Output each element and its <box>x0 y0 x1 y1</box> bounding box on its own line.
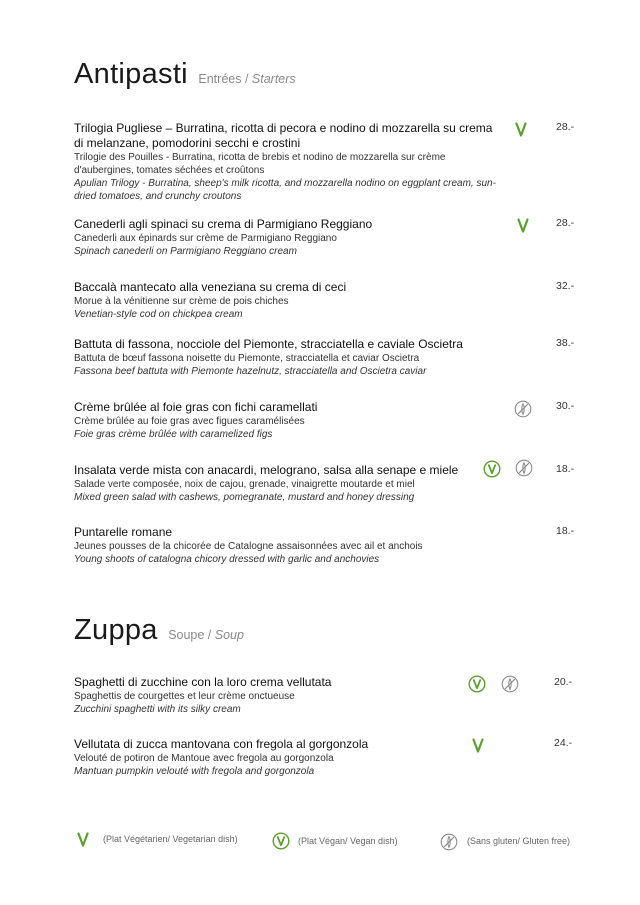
item-desc-fr: Canederli aux épinards sur crème de Parmigiano Reggiano <box>74 233 337 244</box>
gluten-free-icon <box>440 833 458 851</box>
item-desc-en: Spinach canederli on Parmigiano Reggiano cream <box>74 246 297 257</box>
vegan-icon <box>468 675 486 693</box>
gluten-free-icon <box>514 400 532 418</box>
section-title-zuppa <box>74 614 244 647</box>
item-name-it: Spaghetti di zucchine con la loro crema vellutata <box>74 675 332 689</box>
item-desc-en: Fassona beef battuta with Piemonte hazelnutz, stracciatella and Oscietra caviar <box>74 366 427 377</box>
vegan-icon <box>272 832 290 850</box>
item-desc-en: Mantuan pumpkin velouté with fregola and gorgonzola <box>74 766 315 777</box>
vegetarian-icon <box>469 736 487 754</box>
section-heading: Antipasti <box>74 58 188 90</box>
vegetarian-icon <box>512 120 530 138</box>
item-desc-en: Mixed green salad with cashews, pomegranate, mustard and honey dressing <box>74 492 415 503</box>
gluten-free-icon <box>515 459 533 477</box>
menu-item <box>74 217 499 258</box>
item-price: 30.- <box>556 400 575 412</box>
item-desc-en: Zucchini spaghetti with its silky cream <box>74 704 241 715</box>
item-name-it: Baccalà mantecato alla veneziana su crema di ceci <box>74 280 347 294</box>
legend-gluten-free: (Sans gluten/ Gluten free) <box>467 836 571 846</box>
vegan-icon <box>483 460 501 478</box>
item-desc-fr: Morue à la vénitienne sur crème de pois chiches <box>74 296 289 307</box>
legend-vegan: (Plat Végan/ Vegan dish) <box>298 836 398 846</box>
item-desc-fr: Trilogie des Pouilles - Burratina, ricotta de brebis et nodino de mozzarella sur crème d'aubergines, tomates séchées et croûtons <box>74 152 446 176</box>
item-name-it: Trilogia Pugliese – Burratina, ricotta di pecora e nodino di mozzarella su crema di melanzane, pomodorini secchi e crostini <box>74 121 493 150</box>
vegetarian-icon <box>514 216 532 234</box>
item-desc-en: Apulian Trilogy - Burratina, sheep's milk ricotta, and mozzarella nodino on eggplant cream, sun-dried tomatoes, and crunchy croutons <box>74 178 496 202</box>
item-price: 28.- <box>556 217 575 229</box>
menu-item <box>74 737 499 778</box>
menu-item <box>74 121 499 203</box>
item-name-it: Battuta di fassona, nocciole del Piemonte, stracciatella e caviale Oscietra <box>74 337 463 351</box>
section-subtitle: Soupe / Soup <box>168 628 244 642</box>
gluten-free-icon <box>501 675 519 693</box>
item-name-it: Crème brûlée al foie gras con fichi caramellati <box>74 400 318 414</box>
item-desc-fr: Spaghettis de courgettes et leur crème onctueuse <box>74 691 295 702</box>
section-heading: Zuppa <box>74 614 158 646</box>
menu-item <box>74 675 499 716</box>
item-desc-en: Young shoots of catalogna chicory dressed with garlic and anchovies <box>74 554 380 565</box>
menu-item <box>74 337 499 378</box>
item-name-it: Insalata verde mista con anacardi, melograno, salsa alla senape e miele <box>74 463 459 477</box>
item-price: 18.- <box>556 525 575 537</box>
item-name-it: Puntarelle romane <box>74 525 173 539</box>
item-desc-fr: Salade verte composée, noix de cajou, grenade, vinaigrette moutarde et miel <box>74 479 415 490</box>
item-price: 38.- <box>556 337 575 349</box>
legend-vegetarian: (Plat Végétarien/ Vegetarian dish) <box>103 834 238 844</box>
menu-item <box>74 525 499 566</box>
item-price: 32.- <box>556 280 575 292</box>
item-price: 18.- <box>556 463 575 475</box>
item-desc-en: Venetian-style cod on chickpea cream <box>74 309 243 320</box>
menu-item <box>74 400 499 441</box>
menu-item <box>74 463 499 504</box>
item-price: 28.- <box>556 121 575 133</box>
vegetarian-icon <box>74 830 92 848</box>
item-name-it: Vellutata di zucca mantovana con fregola al gorgonzola <box>74 737 369 751</box>
item-price: 24.- <box>554 737 573 749</box>
item-desc-fr: Jeunes pousses de la chicorée de Catalogne assaisonnées avec ail et anchois <box>74 541 423 552</box>
item-desc-fr: Velouté de potiron de Mantoue avec fregola au gorgonzola <box>74 753 334 764</box>
menu-item <box>74 280 499 321</box>
section-subtitle: Entrées / Starters <box>198 72 296 86</box>
item-price: 20.- <box>554 676 573 688</box>
item-desc-en: Foie gras crème brûlée with caramelized figs <box>74 429 273 440</box>
item-name-it: Canederli agli spinaci su crema di Parmigiano Reggiano <box>74 217 373 231</box>
section-title-antipasti <box>74 58 296 91</box>
item-desc-fr: Crème brûlée au foie gras avec figues caramélisées <box>74 416 305 427</box>
item-desc-fr: Battuta de bœuf fassona noisette du Piemonte, stracciatella et caviar Oscietra <box>74 353 420 364</box>
